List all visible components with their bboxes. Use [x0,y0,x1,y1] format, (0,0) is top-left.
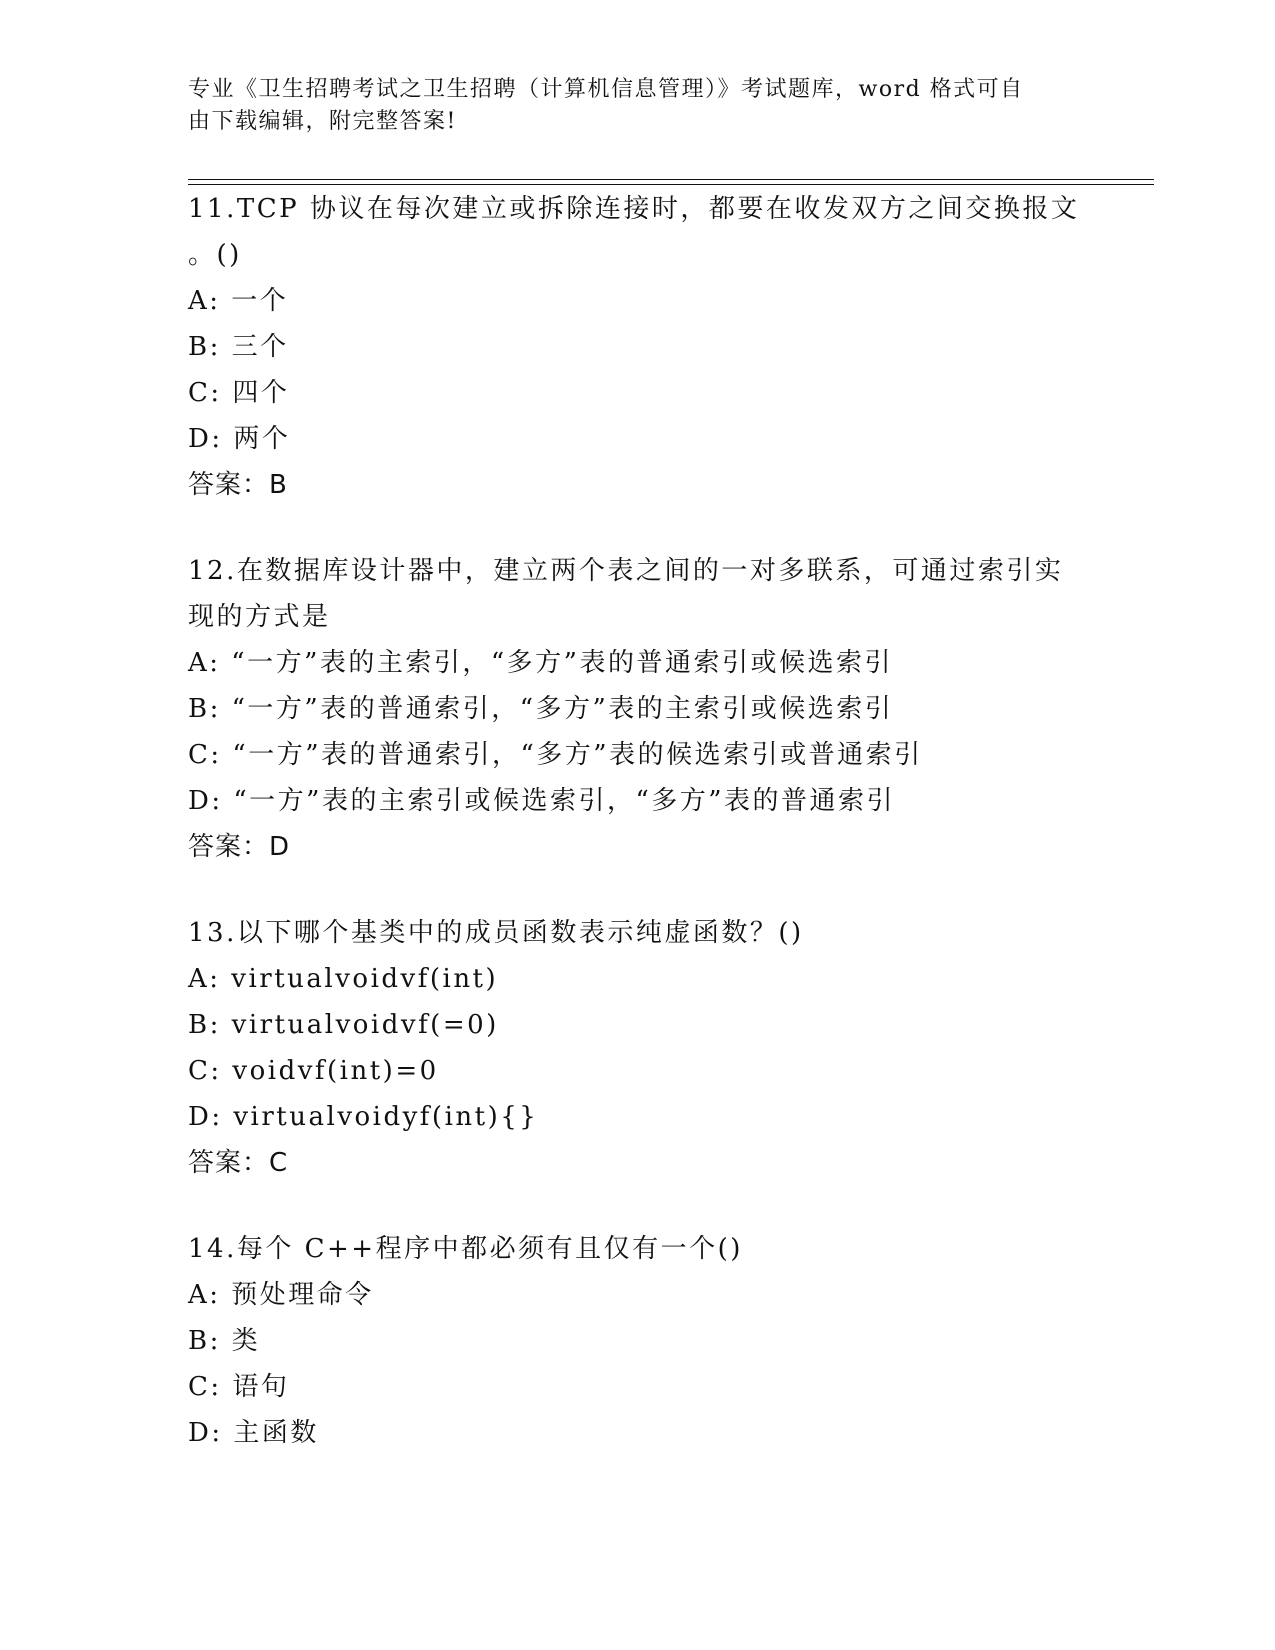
option-b: B: virtualvoidvf(=0) [188,1010,499,1040]
question-12 [188,548,1088,870]
option-d: D: 两个 [188,424,291,454]
header-line-2: 由下载编辑，附完整答案! [188,109,457,134]
question-stem-line-1: 12.在数据库设计器中，建立两个表之间的一对多联系，可通过索引实 [188,556,1064,586]
option-c: C: “一方”表的普通索引，“多方”表的候选索引或普通索引 [188,740,923,770]
question-stem-line-1: 13.以下哪个基类中的成员函数表示纯虚函数？() [188,918,804,948]
option-a: A: 预处理命令 [188,1280,374,1310]
option-c: C: 语句 [188,1372,290,1402]
option-a: A: 一个 [188,286,289,316]
question-stem-line-1: 11.TCP 协议在每次建立或拆除连接时，都要在收发双方之间交换报文 [188,194,1080,224]
option-d: D: 主函数 [188,1418,319,1448]
question-14 [188,1226,1088,1456]
question-13 [188,910,1088,1186]
answer-line: 答案：C [188,1148,289,1178]
question-stem-line-1: 14.每个 C++程序中都必须有且仅有一个() [188,1234,743,1264]
option-c: C: 四个 [188,378,290,408]
header-line-1: 专业《卫生招聘考试之卫生招聘（计算机信息管理）》考试题库，word 格式可自 [188,77,1024,102]
option-b: B: “一方”表的普通索引，“多方”表的主索引或候选索引 [188,694,894,724]
question-stem-line-2: 现的方式是 [188,602,331,632]
question-stem-line-2: 。() [188,240,242,270]
option-a: A: “一方”表的主索引，“多方”表的普通索引或候选索引 [188,648,893,678]
answer-line: 答案：B [188,470,288,500]
option-b: B: 类 [188,1326,261,1356]
answer-line: 答案：D [188,832,291,862]
header-divider-top [188,179,1154,180]
question-11 [188,186,1088,508]
option-b: B: 三个 [188,332,289,362]
option-c: C: voidvf(int)=0 [188,1056,439,1086]
option-d: D: “一方”表的主索引或候选索引，“多方”表的普通索引 [188,786,896,816]
document-header [188,74,1078,138]
header-divider-bottom [188,184,1154,185]
option-d: D: virtualvoidyf(int){} [188,1102,539,1132]
option-a: A: virtualvoidvf(int) [188,964,499,994]
